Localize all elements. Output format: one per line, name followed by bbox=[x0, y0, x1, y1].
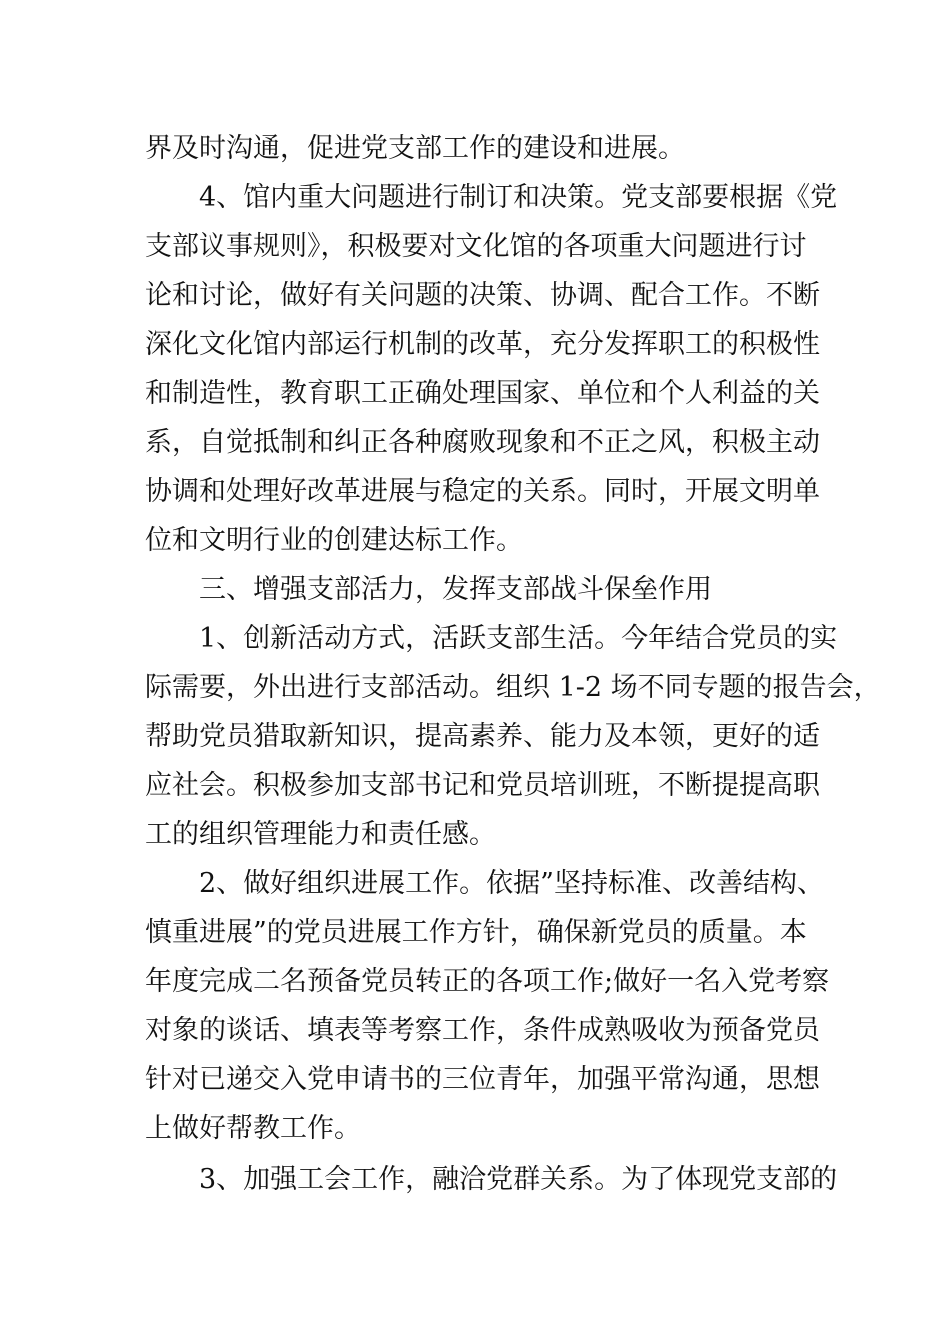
text-line: 界及时沟通，促进党支部工作的建设和进展。 bbox=[145, 133, 685, 164]
text-line: 系，自觉抵制和纠正各种腐败现象和不正之风，积极主动 bbox=[145, 427, 820, 458]
text-line: 和制造性，教育职工正确处理国家、单位和个人利益的关 bbox=[145, 378, 820, 409]
text-line: 上做好帮教工作。 bbox=[145, 1113, 361, 1144]
text-line: 协调和处理好改革进展与稳定的关系。同时，开展文明单 bbox=[145, 476, 820, 507]
text-line: 位和文明行业的创建达标工作。 bbox=[145, 525, 523, 556]
text-line: 论和讨论，做好有关问题的决策、协调、配合工作。不断 bbox=[145, 280, 820, 311]
section-heading: 三、增强支部活力，发挥支部战斗保垒作用 bbox=[199, 574, 712, 605]
text-line: 深化文化馆内部运行机制的改革，充分发挥职工的积极性 bbox=[145, 329, 820, 360]
text-line: 年度完成二名预备党员转正的各项工作;做好一名入党考察 bbox=[145, 966, 830, 997]
text-line: 4、馆内重大问题进行制订和决策。党支部要根据《党 bbox=[199, 182, 838, 213]
document-body bbox=[145, 124, 881, 1204]
text-line: 际需要，外出进行支部活动。组织 1-2 场不同专题的报告会， bbox=[145, 672, 881, 703]
text-line: 帮助党员猎取新知识，提高素养、能力及本领，更好的适 bbox=[145, 721, 820, 752]
text-line: 2、做好组织进展工作。依据”坚持标准、改善结构、 bbox=[199, 868, 824, 899]
text-line: 针对已递交入党申请书的三位青年，加强平常沟通，思想 bbox=[145, 1064, 820, 1095]
text-line: 对象的谈话、填表等考察工作，条件成熟吸收为预备党员 bbox=[145, 1015, 820, 1046]
text-line: 工的组织管理能力和责任感。 bbox=[145, 819, 496, 850]
text-line: 3、加强工会工作，融洽党群关系。为了体现党支部的 bbox=[199, 1164, 838, 1195]
text-line: 1、创新活动方式，活跃支部生活。今年结合党员的实 bbox=[199, 623, 838, 654]
text-line: 支部议事规则》，积极要对文化馆的各项重大问题进行讨 bbox=[145, 231, 807, 262]
text-line: 应社会。积极参加支部书记和党员培训班，不断提提高职 bbox=[145, 770, 820, 801]
text-line: 慎重进展”的党员进展工作方针，确保新党员的质量。本 bbox=[145, 917, 807, 948]
